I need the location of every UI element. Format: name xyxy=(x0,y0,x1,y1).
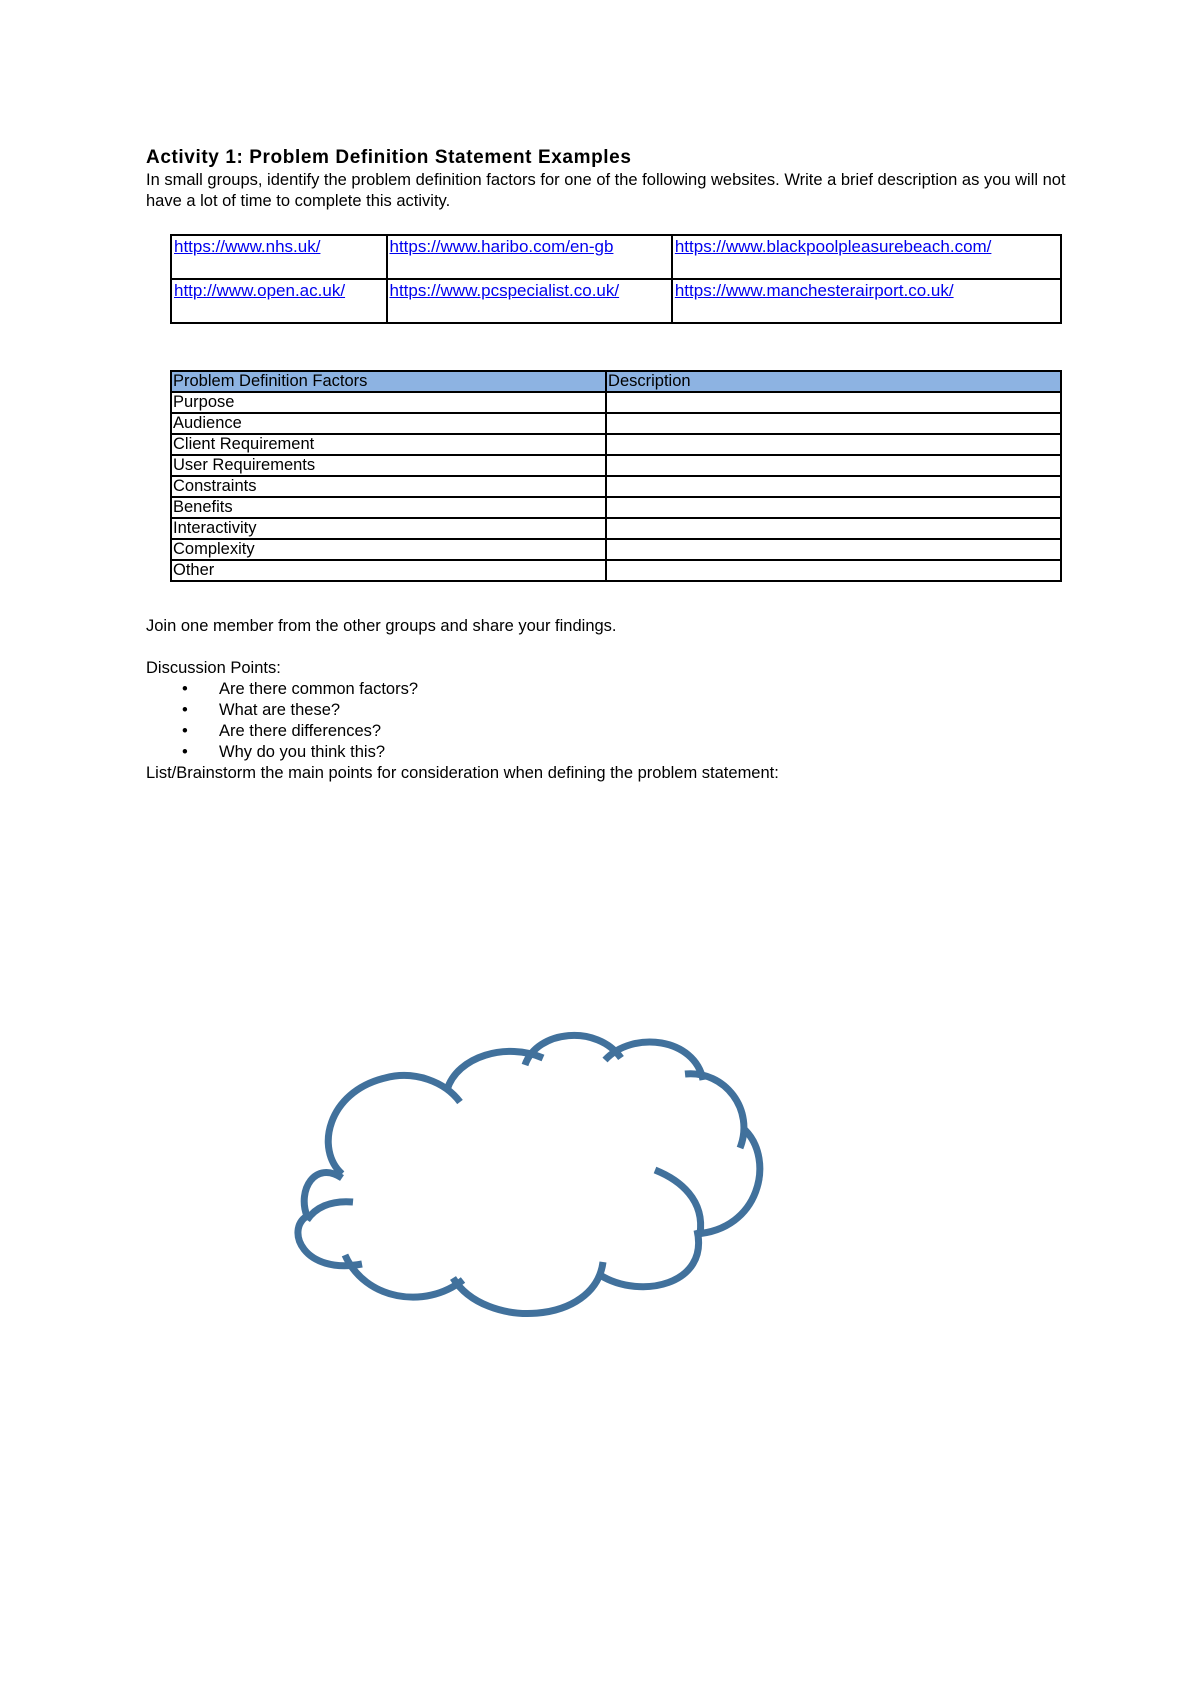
cloud-lobe xyxy=(655,1170,701,1234)
link-pcspecialist[interactable]: https://www.pcspecialist.co.uk/ xyxy=(389,281,620,300)
discussion-heading: Discussion Points: xyxy=(146,659,281,677)
table-row xyxy=(171,434,1061,455)
table-row xyxy=(171,476,1061,497)
discussion-points-list xyxy=(146,679,1066,763)
page-title: Activity 1: Problem Definition Statement Examples xyxy=(146,147,632,168)
list-item xyxy=(146,700,1066,721)
cloud-lobe xyxy=(695,1130,760,1234)
list-item xyxy=(146,721,1066,742)
brainstorm-instruction: List/Brainstorm the main points for consideration when defining the problem statement: xyxy=(146,764,779,782)
link-haribo[interactable]: https://www.haribo.com/en-gb xyxy=(389,237,614,256)
cloud-lobe xyxy=(453,1262,603,1313)
table-row xyxy=(171,455,1061,476)
description-cell[interactable] xyxy=(606,392,1061,413)
list-item xyxy=(146,742,1066,763)
table-row xyxy=(171,392,1061,413)
factor-label: Constraints xyxy=(171,476,606,497)
bullet-icon: • xyxy=(182,680,188,698)
header-factors: Problem Definition Factors xyxy=(171,371,606,392)
description-cell[interactable] xyxy=(606,413,1061,434)
description-cell[interactable] xyxy=(606,560,1061,581)
factor-label: User Requirements xyxy=(171,455,606,476)
cloud-icon xyxy=(285,1030,815,1370)
links-row xyxy=(171,279,1061,323)
link-open-uni[interactable]: http://www.open.ac.uk/ xyxy=(174,281,346,300)
links-cell xyxy=(672,279,1061,323)
discussion-point: Are there differences? xyxy=(219,722,382,740)
header-description: Description xyxy=(606,371,1061,392)
bullet-icon: • xyxy=(182,743,188,761)
description-cell[interactable] xyxy=(606,476,1061,497)
table-row xyxy=(171,539,1061,560)
links-cell xyxy=(672,235,1061,279)
factor-label: Audience xyxy=(171,413,606,434)
factors-header-row xyxy=(171,371,1061,392)
bullet-icon: • xyxy=(182,722,188,740)
description-cell[interactable] xyxy=(606,518,1061,539)
discussion-section xyxy=(146,616,1066,784)
link-nhs[interactable]: https://www.nhs.uk/ xyxy=(174,237,321,256)
factor-label: Purpose xyxy=(171,392,606,413)
factor-label: Interactivity xyxy=(171,518,606,539)
description-cell[interactable] xyxy=(606,455,1061,476)
table-row xyxy=(171,413,1061,434)
description-cell[interactable] xyxy=(606,434,1061,455)
factors-table xyxy=(170,370,1062,582)
bullet-icon: • xyxy=(182,701,188,719)
factor-label: Client Requirement xyxy=(171,434,606,455)
discussion-point: Are there common factors? xyxy=(219,680,418,698)
description-cell[interactable] xyxy=(606,497,1061,518)
spacer xyxy=(146,637,1066,658)
website-links-table xyxy=(170,234,1062,324)
table-row xyxy=(171,518,1061,539)
links-cell xyxy=(387,279,672,323)
cloud-lobe xyxy=(307,1202,353,1220)
cloud-lobe xyxy=(685,1074,744,1148)
document-header xyxy=(146,146,1066,212)
cloud-lobe xyxy=(328,1075,460,1174)
discussion-point: Why do you think this? xyxy=(219,743,385,761)
links-cell xyxy=(171,279,387,323)
list-item xyxy=(146,679,1066,700)
discussion-point: What are these? xyxy=(219,701,341,719)
links-cell xyxy=(387,235,672,279)
link-blackpool[interactable]: https://www.blackpoolpleasurebeach.com/ xyxy=(674,237,992,256)
link-manchester-airport[interactable]: https://www.manchesterairport.co.uk/ xyxy=(674,281,954,300)
join-instruction: Join one member from the other groups and share your findings. xyxy=(146,617,617,635)
cloud-lobe xyxy=(345,1255,463,1297)
description-cell[interactable] xyxy=(606,539,1061,560)
links-row xyxy=(171,235,1061,279)
factor-label: Benefits xyxy=(171,497,606,518)
factor-label: Other xyxy=(171,560,606,581)
cloud-lobe xyxy=(600,1230,699,1287)
intro-paragraph: In small groups, identify the problem definition factors for one of the following websites. Write a brief description as you will not have a lot of time to complete this activity. xyxy=(146,171,1066,210)
links-cell xyxy=(171,235,387,279)
factor-label: Complexity xyxy=(171,539,606,560)
table-row xyxy=(171,497,1061,518)
table-row xyxy=(171,560,1061,581)
